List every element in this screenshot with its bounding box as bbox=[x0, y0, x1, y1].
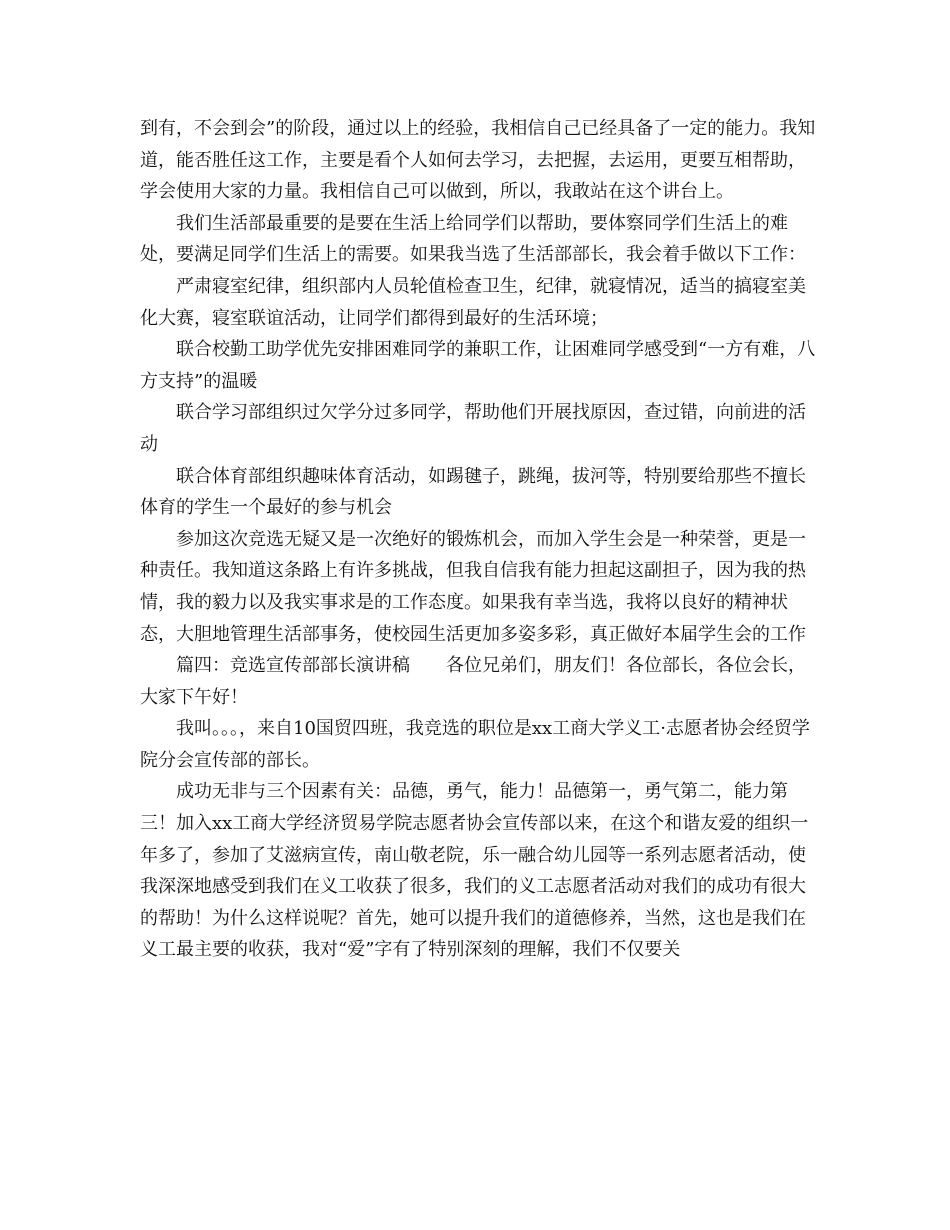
paragraph: 联合体育部组织趣味体育活动，如踢毽子，跳绳，拔河等，特别要给那些不擅长体育的学生一个最好的参与机会 bbox=[140, 465, 806, 519]
paragraph: 参加这次竞选无疑又是一次绝好的锻炼机会，而加入学生会是一种荣誉，更是一种责任。我知道这条路上有许多挑战，但我自信我有能力担起这副担子，因为我的热情，我的毅力以及我实事求是的工作态度。如果我有幸当选，我将以良好的精神状态，大胆地管理生活部事务，使校园生活更加多姿多彩，真正做好本届学生会的工作 bbox=[140, 528, 806, 645]
paragraph: 成功无非与三个因素有关：品德，勇气，能力！品德第一，勇气第二，能力第三！加入xx工商大学经济贸易学院志愿者协会宣传部以来，在这个和谐友爱的组织一年多了，参加了艾滋病宣传，南山敬老院，乐一融合幼儿园等一系列志愿者活动，使我深深地感受到我们在义工收获了很多，我们的义工志愿者活动对我们的成功有很大的帮助！为什么这样说呢？首先，她可以提升我们的道德修养，当然，这也是我们在义工最主要的收获，我对“爱”字有了特别深刻的理解，我们不仅要关 bbox=[140, 781, 809, 961]
paragraph: 到有，不会到会”的阶段，通过以上的经验，我相信自己已经具备了一定的能力。我知道，能否胜任这工作，主要是看个人如何去学习，去把握，去运用，更要互相帮助，学会使用大家的力量。我相信自己可以做到，所以，我敢站在这个讲台上。 bbox=[140, 118, 816, 203]
paragraph: 联合学习部组织过欠学分过多同学，帮助他们开展找原因，查过错，向前进的活动 bbox=[140, 402, 806, 455]
paragraph: 联合校勤工助学优先安排困难同学的兼职工作，让困难同学感受到“一方有难，八方支持”的温暖 bbox=[140, 339, 816, 392]
section-heading-paragraph: 篇四：竞选宣传部部长演讲稿 各位兄弟们，朋友们！各位部长，各位会长，大家下午好！ bbox=[140, 655, 806, 708]
paragraph: 严肃寝室纪律，组织部内人员轮值检查卫生，纪律，就寝情况，适当的搞寝室美化大赛，寝室联谊活动，让同学们都得到最好的生活环境； bbox=[140, 275, 806, 329]
document-body bbox=[140, 113, 820, 966]
paragraph: 我叫。。。，来自10国贸四班，我竞选的职位是xx工商大学义工·志愿者协会经贸学院分会宣传部的部长。 bbox=[140, 718, 810, 771]
paragraph: 我们生活部最重要的是要在生活上给同学们以帮助，要体察同学们生活上的难处，要满足同学们生活上的需要。如果我当选了生活部部长，我会着手做以下工作： bbox=[140, 212, 806, 266]
